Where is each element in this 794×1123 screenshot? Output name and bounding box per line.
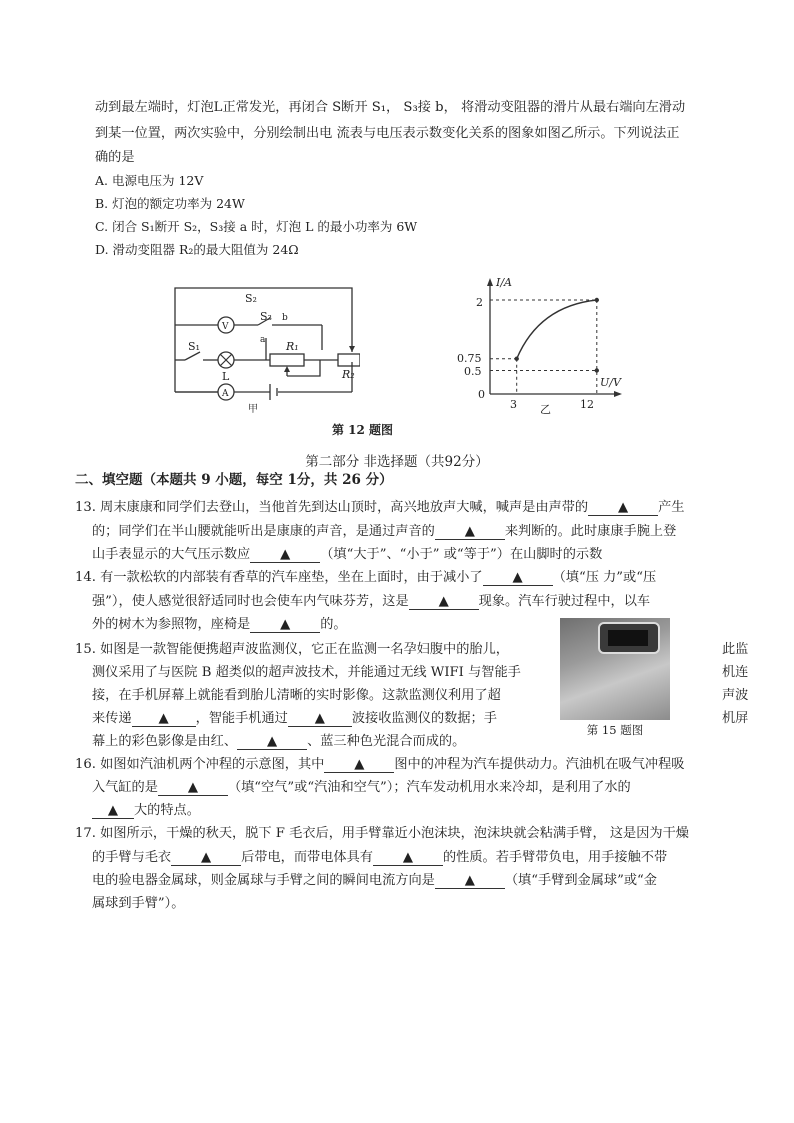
q17-line-2 xyxy=(92,850,667,866)
q12-option-b: B. 灯泡的额定功率为 24W xyxy=(95,196,245,211)
q15-text-4c: 波接收监测仪的数据；手 xyxy=(351,711,497,726)
x-tick-12: 12 xyxy=(580,398,594,411)
graph-caption: 乙 xyxy=(540,403,551,416)
q17-line-3 xyxy=(92,873,657,889)
q16-blank-1[interactable]: ▲ xyxy=(324,758,394,773)
q15-text-5a: 幕上的彩色影像是由红、 xyxy=(92,734,238,749)
q13-blank-2[interactable]: ▲ xyxy=(435,525,505,540)
point-start xyxy=(515,357,519,361)
q14-text-1b: （填“压 力”或“压 xyxy=(552,570,657,585)
q17-text-3a: 电的验电器金属球，则金属球与手臂之间的瞬间电流方向是 xyxy=(92,873,435,888)
q15-line-3a: 接，在手机屏幕上就能看到胎儿清晰的实时影像。这款监测仪利用了超 xyxy=(92,688,501,703)
q14-text-2b: 现象。汽车行驶过程中，以车 xyxy=(478,594,651,609)
q15-line-2a: 测仪采用了与医院 B 超类似的超声波技术，并能通过无线 WIFI 与智能手 xyxy=(92,665,521,680)
q13-text-3b: （填“大于”、“小于” 或“等于”）在山脚时的示数 xyxy=(320,547,603,562)
q12-stem-line-3: 确的是 xyxy=(95,150,135,165)
q13-text-1a: 13. 周末康康和同学们去登山，当他首先到达山顶时，高兴地放声大喊，喊声是由声带的 xyxy=(75,500,589,515)
point-half xyxy=(595,368,599,372)
y-tick-0-75: 0.75 xyxy=(457,352,482,365)
ultrasound-monitor-photo xyxy=(560,618,670,737)
label-jia: 甲 xyxy=(248,404,258,415)
voltmeter-label: V xyxy=(222,322,229,332)
q15-line-5 xyxy=(92,734,465,750)
x-axis-label: U/V xyxy=(600,376,621,389)
label-s1: S₁ xyxy=(188,340,200,353)
q13-line-3 xyxy=(92,547,602,563)
label-s2: S₂ xyxy=(245,292,257,305)
q14-blank-3[interactable]: ▲ xyxy=(250,618,320,633)
q16-text-3b: 大的特点。 xyxy=(134,803,200,818)
q12-stem-line-2: 到某一位置，两次实验中，分别绘制出电 流表与电压表示数变化关系的图象如图乙所示。下列说法正 xyxy=(95,126,680,141)
phone-icon xyxy=(598,622,660,654)
q16-line-2 xyxy=(92,780,631,796)
q14-text-3a: 外的树木为参照物，座椅是 xyxy=(92,617,251,632)
q13-blank-3[interactable]: ▲ xyxy=(250,548,320,563)
q17-blank-1[interactable]: ▲ xyxy=(171,851,241,866)
q12-option-d: D. 滑动变阻器 R₂的最大阻值为 24Ω xyxy=(95,242,299,257)
part2-title: 第二部分 非选择题（共92分） xyxy=(305,454,489,470)
q17-blank-2[interactable]: ▲ xyxy=(373,851,443,866)
y-axis-label: I/A xyxy=(496,276,512,289)
q14-text-2a: 强”），使人感觉很舒适同时也会使车内气味芬芳，这是 xyxy=(92,594,409,609)
x-tick-3: 3 xyxy=(510,398,517,411)
point-end xyxy=(595,298,599,302)
q15-text-4b: ，智能手机通过 xyxy=(195,711,288,726)
q16-text-2a: 入气缸的是 xyxy=(92,780,158,795)
q14-text-3b: 的。 xyxy=(320,617,347,632)
q17-blank-3[interactable]: ▲ xyxy=(435,874,505,889)
q14-blank-2[interactable]: ▲ xyxy=(409,595,479,610)
q15-line-4d: 机屏 xyxy=(722,711,749,726)
q15-blank-2[interactable]: ▲ xyxy=(288,712,352,727)
q17-line-1: 17. 如图所示，干燥的秋天，脱下 F 毛衣后，用手臂靠近小泡沫块，泡沫块就会粘满手臂， 这是因为干燥 xyxy=(75,826,689,841)
q15-line-3b: 声波 xyxy=(722,688,749,703)
q13-text-2b: 来判断的。此时康康手腕上登 xyxy=(504,524,677,539)
q16-text-1a: 16. 如图如汽油机两个冲程的示意图，其中 xyxy=(75,757,325,772)
q17-text-3b: （填“手臂到金属球”或“金 xyxy=(504,873,657,888)
q16-text-2b: （填“空气”或“汽油和空气”）；汽车发动机用水来冷却，是利用了水的 xyxy=(227,780,631,795)
origin-tick: 0 xyxy=(478,388,485,401)
q16-blank-2[interactable]: ▲ xyxy=(158,781,228,796)
label-l: L xyxy=(222,370,230,383)
ammeter-label: A xyxy=(222,389,229,399)
q17-line-4: 属球到手臂”）。 xyxy=(92,896,185,911)
iv-graph xyxy=(440,272,640,417)
label-a: a xyxy=(260,335,266,345)
q12-option-a: A. 电源电压为 12V xyxy=(95,173,204,188)
q14-text-1a: 14. 有一款松软的内部装有香草的汽车座垫，坐在上面时，由于减小了 xyxy=(75,570,483,585)
q15-text-5b: 、蓝三种色光混合而成的。 xyxy=(307,734,466,749)
y-tick-0-5: 0.5 xyxy=(464,365,482,378)
q13-text-3a: 山手表显示的大气压示数应 xyxy=(92,547,251,562)
label-r1: R₁ xyxy=(286,340,299,353)
q17-text-2a: 的手臂与毛衣 xyxy=(92,850,172,865)
circuit-diagram xyxy=(170,280,360,415)
q15-blank-3[interactable]: ▲ xyxy=(237,735,307,750)
q12-stem-line-1: 动到最左端时，灯泡L正常发光，再闭合 S断开 S₁， S₃接 b， 将滑动变阻器的滑片从最右端向左滑动 xyxy=(95,100,686,115)
q13-blank-1[interactable]: ▲ xyxy=(588,501,658,516)
q15-line-2b: 机连 xyxy=(722,665,749,680)
y-tick-2: 2 xyxy=(476,296,483,309)
q17-text-2b: 后带电，而带电体具有 xyxy=(241,850,373,865)
q13-text-1b: 产生 xyxy=(658,500,685,515)
q14-line-3 xyxy=(92,617,347,633)
q13-line-1 xyxy=(75,500,684,516)
section2-title: 二、填空题（本题共 9 小题，每空 1分，共 26 分） xyxy=(75,472,393,488)
q15-text-4a: 来传递 xyxy=(92,711,132,726)
label-r2: R₂ xyxy=(342,368,355,381)
iv-curve xyxy=(517,300,597,359)
fig15-caption: 第 15 题图 xyxy=(586,723,644,737)
q13-line-2 xyxy=(92,524,676,540)
q16-line-3 xyxy=(92,803,200,819)
q15-line-4 xyxy=(92,711,497,727)
q15-line-1a: 15. 如图是一款智能便携超声波监测仪，它正在监测一名孕妇腹中的胎儿， xyxy=(75,642,509,657)
q16-blank-3[interactable]: ▲ xyxy=(92,804,134,819)
q15-blank-1[interactable]: ▲ xyxy=(132,712,196,727)
q14-line-1 xyxy=(75,570,656,586)
q17-text-2c: 的性质。若手臂带负电，用手接触不带 xyxy=(443,850,668,865)
fig12-caption: 第 12 题图 xyxy=(332,423,394,437)
q14-blank-1[interactable]: ▲ xyxy=(483,571,553,586)
q16-line-1 xyxy=(75,757,684,773)
q13-text-2a: 的；同学们在半山腰就能听出是康康的声音，是通过声音的 xyxy=(92,524,435,539)
q15-line-1b: 此监 xyxy=(722,642,749,657)
label-b: b xyxy=(282,313,288,323)
q14-line-2 xyxy=(92,594,650,610)
q12-option-c: C. 闭合 S₁断开 S₂，S₃接 a 时，灯泡 L 的最小功率为 6W xyxy=(95,219,418,234)
label-s3: S₃ xyxy=(260,310,272,323)
q16-text-1b: 图中的冲程为汽车提供动力。汽油机在吸气冲程吸 xyxy=(394,757,685,772)
